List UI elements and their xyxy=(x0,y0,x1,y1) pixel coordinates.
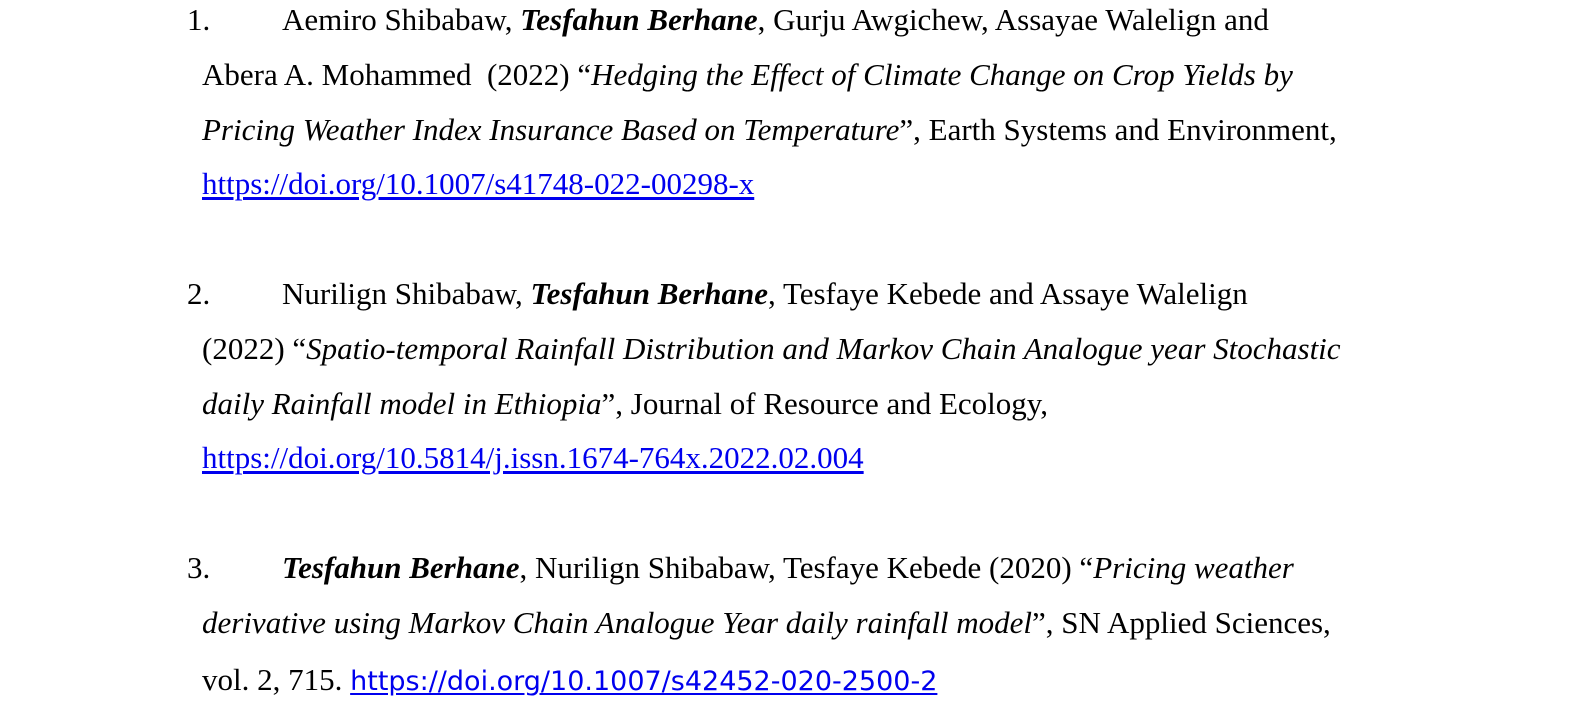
reference-2-line-2 xyxy=(202,329,1341,369)
paper-title: Hedging the Effect of Climate Change on Crop Yields by xyxy=(591,57,1293,92)
paper-title: Spatio-temporal Rainfall Distribution and Markov Chain Analogue year Stochastic xyxy=(306,331,1341,366)
journal: ”, SN Applied Sciences, xyxy=(1032,605,1331,640)
highlighted-author: Tesfahun Berhane xyxy=(282,550,520,585)
volume: vol. 2, 715. xyxy=(202,662,343,697)
year: (2022) “ xyxy=(486,57,592,92)
journal: ”, Journal of Resource and Ecology, xyxy=(601,386,1049,421)
reference-1-line-3 xyxy=(202,110,1337,150)
author-list-rest: , Tesfaye Kebede and Assaye Walelign xyxy=(768,276,1248,311)
author-list-cont: Abera A. Mohammed xyxy=(202,57,472,92)
highlighted-author: Tesfahun Berhane xyxy=(520,2,758,37)
doi-link[interactable]: https://doi.org/10.5814/j.issn.1674-764x.2022.02.004 xyxy=(202,440,864,475)
reference-2-line-3 xyxy=(202,384,1048,424)
author-list: Aemiro Shibabaw, xyxy=(282,2,513,37)
highlighted-author: Tesfahun Berhane xyxy=(530,276,768,311)
paper-title-cont: Pricing Weather Index Insurance Based on Temperature xyxy=(202,112,900,147)
reference-1-line-2 xyxy=(202,55,1293,95)
paper-title: Pricing weather xyxy=(1093,550,1294,585)
reference-number: 3. xyxy=(187,550,211,585)
journal: ”, Earth Systems and Environment, xyxy=(899,112,1337,147)
doi-link[interactable]: https://doi.org/10.1007/s42452-020-2500-2 xyxy=(350,666,938,697)
reference-3-line-3 xyxy=(202,660,937,702)
reference-number: 2. xyxy=(187,276,211,311)
reference-number: 1. xyxy=(187,2,211,37)
author-list: Nurilign Shibabaw, xyxy=(282,276,523,311)
reference-2-line-4 xyxy=(202,438,864,478)
reference-3-line-2 xyxy=(202,603,1331,643)
author-list-rest: , Nurilign Shibabaw, Tesfaye Kebede (2020) “ xyxy=(519,550,1094,585)
doi-link[interactable]: https://doi.org/10.1007/s41748-022-00298-x xyxy=(202,166,755,201)
author-list-rest: , Gurju Awgichew, Assayae Walelign and xyxy=(757,2,1269,37)
reference-1-line-4 xyxy=(202,164,754,204)
year: (2022) “ xyxy=(202,331,307,366)
paper-title-cont: daily Rainfall model in Ethiopia xyxy=(202,386,602,421)
paper-title-cont: derivative using Markov Chain Analogue Year daily rainfall model xyxy=(202,605,1033,640)
